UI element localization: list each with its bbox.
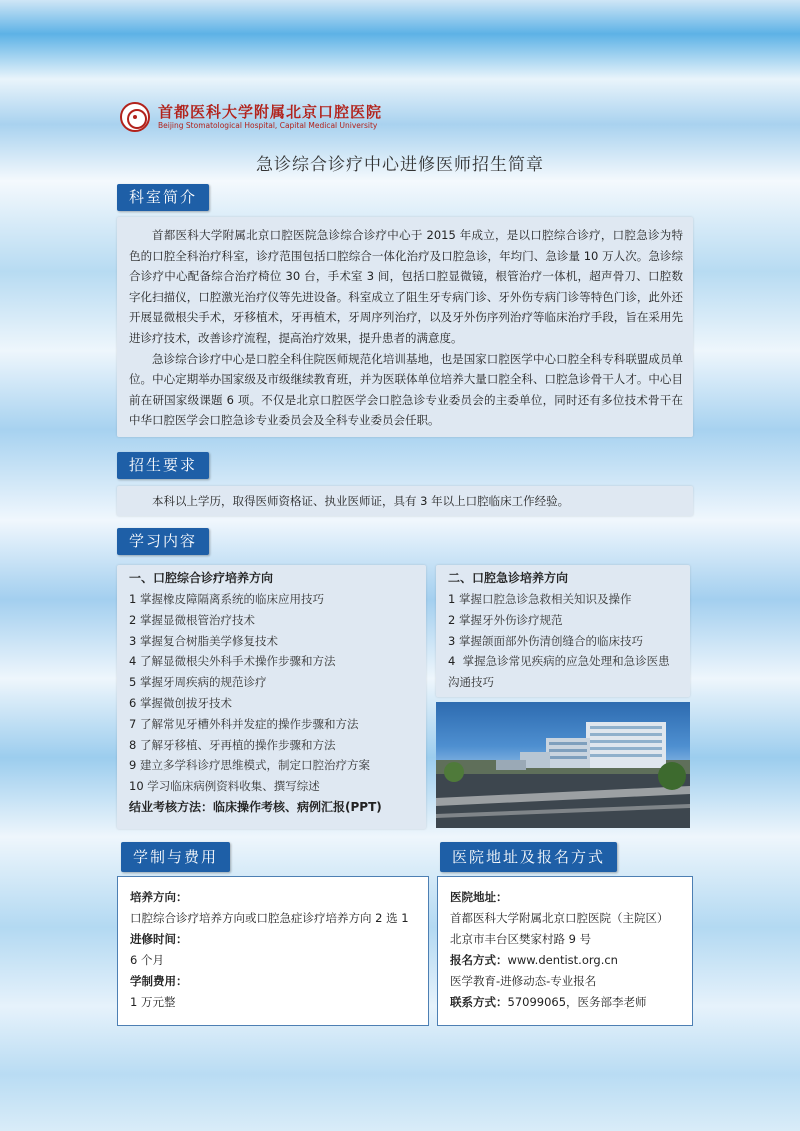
list-item-text: 学习临床病例资料收集、撰写综述 [143,779,320,794]
list-item-number: 2 [448,612,456,627]
contact-address-line1: 首都医科大学附属北京口腔医院（主院区） [450,911,669,925]
intro-paragraph-2: 急诊综合诊疗中心是口腔全科住院医师规范化培训基地，也是国家口腔医学中心口腔全科专科联盟成员单位。中心定期举办国家级及市级继续教育班，并为医联体单位培养大量口腔全科、口腔急诊骨干人才。中心目前在研国家级课题 6 项。不仅是北京口腔医学会口腔急诊专业委员会的主委单位，同时还有多位技术骨干在中华口腔医学会口腔急诊专业委员会及全科专业委员会任职。 [129,351,683,428]
contact-box [437,876,693,1026]
list-item-number: 1 [448,592,456,606]
section-tab-intro: 科室简介 [117,184,209,211]
contact-phone-value: 57099065，医务部李老师 [507,995,647,1009]
list-item-number: 3 [448,633,456,648]
section-tab-requirements: 招生要求 [117,452,209,479]
fees-direction-value: 口腔综合诊疗培养方向或口腔急症诊疗培养方向 2 选 1 [130,911,409,925]
list-item-text: 了解常见牙槽外科并发症的操作步骤和方法 [136,716,359,731]
hospital-logo [120,102,382,132]
list-item-text: 掌握颌面部外伤清创缝合的临床技巧 [455,633,643,648]
list-item-text: 掌握橡皮障隔离系统的临床应用技巧 [136,592,324,606]
section-tab-study: 学习内容 [117,528,209,555]
list-item-text: 掌握显微根管治疗技术 [136,612,255,627]
fees-box [117,876,429,1026]
list-item-text: 掌握牙周疾病的规范诊疗 [136,675,267,690]
contact-phone-label: 联系方式： [450,995,508,1009]
list-item [448,631,682,652]
list-item [129,755,418,776]
list-item-text: 掌握牙外伤诊疗规范 [455,612,563,627]
list-item [448,589,682,610]
list-item-number: 4 [448,654,456,669]
list-item-text: 了解牙移植、牙再植的操作步骤和方法 [136,737,336,752]
list-item-number: 4 [129,654,137,669]
section-tab-fees: 学制与费用 [121,842,230,872]
hospital-seal-icon [120,102,150,132]
list-item [448,651,682,672]
study-left-assessment: 结业考核方法：临床操作考核、病例汇报(PPT) [129,799,382,814]
list-item-text: 掌握口腔急诊急救相关知识及操作 [455,592,632,606]
list-item-number: 8 [129,737,137,752]
signup-url-link[interactable]: www.dentist.org.cn [507,953,618,967]
list-item-number: 5 [129,675,137,690]
contact-signup-path: 医学教育-进修动态-专业报名 [450,974,597,988]
page-title: 急诊综合诊疗中心进修医师招生简章 [256,155,544,175]
study-right-box [436,565,690,697]
list-item [129,735,418,756]
logo-english-name: Beijing Stomatological Hospital, Capital Medical University [158,120,378,130]
list-item-number: 2 [129,612,137,627]
list-item-number: 7 [129,716,137,731]
hospital-building-image [436,702,690,828]
list-item [448,610,682,631]
list-item [129,776,418,797]
list-item [129,651,418,672]
list-item [129,589,418,610]
fees-direction-label: 培养方向： [130,890,188,904]
list-item [129,693,418,714]
study-left-title: 一、口腔综合诊疗培养方向 [129,571,274,585]
requirements-box [117,486,693,516]
list-item-number: 9 [129,758,137,773]
list-item [129,610,418,631]
list-item-text: 掌握复合树脂美学修复技术 [136,633,278,648]
list-item-number: 1 [129,592,137,606]
list-item-text: 沟通技巧 [448,675,494,690]
requirements-text: 本科以上学历，取得医师资格证、执业医师证，具有 3 年以上口腔临床工作经验。 [152,494,570,508]
contact-address-label: 医院地址： [450,890,508,904]
contact-address-line2: 北京市丰台区樊家村路 9 号 [450,932,592,946]
list-item-number: 3 [129,633,137,648]
list-item [129,714,418,735]
fees-cost-label: 学制费用： [130,974,188,988]
list-item-text: 了解显微根尖外科手术操作步骤和方法 [136,654,336,669]
intro-paragraph-1: 首都医科大学附属北京口腔医院急诊综合诊疗中心于 2015 年成立，是以口腔综合诊疗，口腔急诊为特色的口腔全科治疗科室，诊疗范围包括口腔综合一体化治疗及口腔急诊，年均门、急诊量 10 万人次。急诊综合诊疗中心配备综合治疗椅位 30 台，手术室 3 间，包括口腔显微镜，根管治疗一体机，超声骨刀、口腔数字化扫描仪，口腔激光治疗仪等先进设备。科室成立了阻生牙专病门诊、牙外伤专病门诊等特色门诊，此外还开展显微根尖手术，牙移植术，牙再植术，牙周序列治疗，以及牙外伤序列治疗等临床治疗手段，旨在采用先进诊疗技术，改善诊疗流程，提高治疗效果，提升患者的满意度。 [129,228,683,345]
contact-signup-label: 报名方式： [450,953,508,967]
list-item-number: 6 [129,695,137,710]
list-item-text: 掌握微创拔牙技术 [136,695,232,710]
section-tab-contact: 医院地址及报名方式 [440,842,617,872]
list-item [129,672,418,693]
study-right-title: 二、口腔急诊培养方向 [448,571,569,585]
study-left-box [117,565,426,829]
list-item [129,631,418,652]
fees-time-value: 6 个月 [130,953,164,967]
fees-time-label: 进修时间： [130,932,188,946]
list-item-number: 10 [129,779,144,794]
fees-cost-value: 1 万元整 [130,995,176,1009]
list-item [448,672,682,693]
list-item-text: 掌握急诊常见疾病的应急处理和急诊医患 [455,654,670,669]
logo-chinese-name: 首都医科大学附属北京口腔医院 [158,102,383,121]
list-item-text: 建立多学科诊疗思维模式，制定口腔治疗方案 [136,758,370,773]
intro-box [117,217,693,437]
